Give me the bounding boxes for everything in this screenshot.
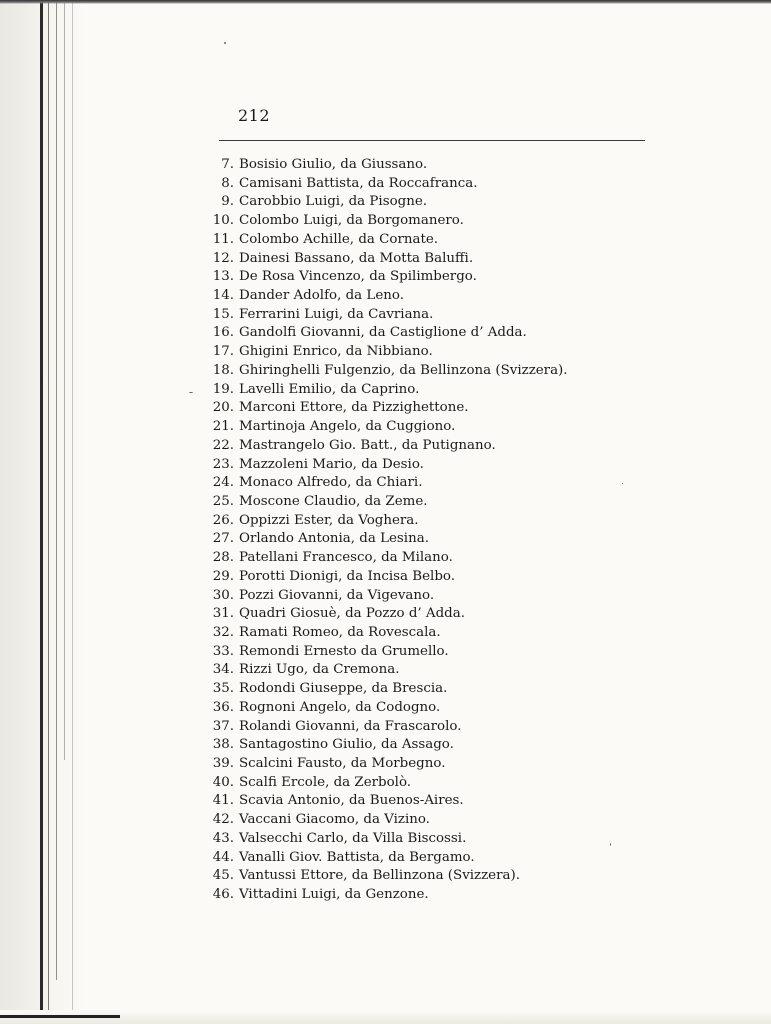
entry-number: 14. — [212, 288, 234, 304]
binding-shadow-stroke — [0, 1015, 120, 1018]
name-list — [190, 156, 568, 905]
entry-number: 26. — [212, 512, 234, 528]
entry-text: Orlando Antonia, da Lesina. — [239, 531, 429, 547]
list-item — [190, 418, 568, 437]
entry-text: Lavelli Emilio, da Caprino. — [239, 381, 420, 397]
list-item — [190, 175, 568, 194]
entry-text: De Rosa Vincenzo, da Spilimbergo. — [239, 269, 477, 285]
list-item — [190, 699, 568, 718]
list-item — [190, 792, 568, 811]
entry-text: Marconi Ettore, da Pizzighettone. — [239, 400, 469, 416]
entry-number: 39. — [212, 756, 234, 771]
entry-number: 7. — [221, 157, 234, 172]
entry-text: Monaco Alfredo, da Chiari. — [239, 475, 423, 491]
list-item — [190, 156, 568, 175]
dust-speck — [622, 483, 623, 484]
page-number: 212 — [238, 106, 271, 125]
entry-text: Rizzi Ugo, da Cremona. — [239, 662, 400, 678]
entry-number: 31. — [212, 606, 234, 622]
entry-number: 30. — [212, 587, 234, 603]
entry-number: 22. — [212, 437, 234, 453]
list-item — [190, 568, 568, 587]
list-item — [190, 212, 568, 231]
list-item — [190, 324, 568, 343]
entry-text: Mastrangelo Gio. Batt., da Putignano. — [239, 437, 496, 453]
entry-text: Rognoni Angelo, da Codogno. — [239, 699, 441, 715]
entry-text: Rolandi Giovanni, da Frascarolo. — [239, 718, 462, 734]
entry-number: 43. — [212, 830, 234, 846]
entry-text: Santagostino Giulio, da Assago. — [239, 737, 454, 753]
list-item — [190, 680, 568, 699]
list-item — [190, 231, 568, 250]
entry-text: Martinoja Angelo, da Cuggiono. — [239, 419, 456, 435]
entry-number: 24. — [212, 475, 234, 491]
list-item — [190, 605, 568, 624]
entry-number: 27. — [212, 531, 234, 547]
list-item — [190, 718, 568, 737]
list-item — [190, 493, 568, 512]
entry-text: Dander Adolfo, da Leno. — [239, 288, 404, 304]
entry-number: 46. — [212, 887, 234, 903]
entry-text: Colombo Achille, da Cornate. — [239, 231, 439, 247]
entry-text: Moscone Claudio, da Zeme. — [239, 493, 428, 509]
entry-text: Bosisio Giulio, da Giussano. — [239, 157, 428, 172]
list-item — [190, 456, 568, 475]
entry-number: 13. — [212, 269, 234, 285]
list-item — [190, 268, 568, 287]
entry-text: Scalcini Fausto, da Morbegno. — [239, 756, 446, 771]
entry-text: Porotti Dionigi, da Incisa Belbo. — [239, 568, 455, 584]
entry-number: 45. — [212, 868, 234, 884]
entry-number: 29. — [212, 568, 234, 584]
entry-text: Valsecchi Carlo, da Villa Biscossi. — [239, 830, 467, 846]
entry-number: 12. — [212, 250, 234, 266]
entry-text: Ghigini Enrico, da Nibbiano. — [239, 344, 433, 360]
list-item — [190, 474, 568, 493]
entry-text: Ghiringhelli Fulgenzio, da Bellinzona (Svizzera). — [239, 362, 568, 378]
entry-number: 9. — [221, 194, 234, 210]
list-item — [190, 830, 568, 849]
list-item — [190, 362, 568, 381]
entry-number: 20. — [212, 400, 234, 416]
list-item — [190, 587, 568, 606]
entry-text: Gandolfi Giovanni, da Castiglione d’ Adda. — [239, 325, 527, 341]
entry-number: 15. — [212, 306, 234, 322]
entry-text: Camisani Battista, da Roccafranca. — [239, 175, 478, 191]
entry-number: 42. — [212, 812, 234, 828]
entry-number: 35. — [212, 681, 234, 697]
entry-number: 8. — [221, 175, 234, 191]
entry-number: 16. — [212, 325, 234, 341]
list-item — [190, 624, 568, 643]
entry-text: Vantussi Ettore, da Bellinzona (Svizzera). — [239, 868, 520, 884]
entry-number: 11. — [212, 231, 234, 247]
entry-number: 23. — [212, 456, 234, 472]
entry-text: Vanalli Giov. Battista, da Bergamo. — [239, 849, 475, 865]
list-item — [190, 774, 568, 793]
list-item — [190, 437, 568, 456]
entry-text: Remondi Ernesto da Grumello. — [239, 643, 449, 659]
entry-number: 41. — [212, 793, 234, 809]
entry-text: Quadri Giosuè, da Pozzo d’ Adda. — [239, 606, 465, 622]
header-rule — [219, 140, 645, 141]
entry-number: 25. — [212, 493, 234, 509]
entry-number: 40. — [212, 774, 234, 790]
list-item — [190, 399, 568, 418]
page-top-edge — [0, 0, 771, 4]
list-item — [190, 811, 568, 830]
entry-number: 28. — [212, 550, 234, 566]
entry-number: 18. — [212, 362, 234, 378]
entry-text: Vittadini Luigi, da Genzone. — [239, 887, 429, 903]
list-item — [190, 512, 568, 531]
list-item — [190, 343, 568, 362]
entry-text: Oppizzi Ester, da Voghera. — [239, 512, 419, 528]
book-binding-edge — [0, 0, 86, 1024]
entry-text: Ferrarini Luigi, da Cavriana. — [239, 306, 434, 322]
entry-text: Pozzi Giovanni, da Vigevano. — [239, 587, 435, 603]
list-item — [190, 886, 568, 905]
list-item — [190, 736, 568, 755]
entry-text: Scalfi Ercole, da Zerbolò. — [239, 774, 412, 790]
entry-number: 36. — [212, 699, 234, 715]
list-item — [190, 867, 568, 886]
entry-text: Mazzoleni Mario, da Desio. — [239, 456, 424, 472]
entry-text: Ramati Romeo, da Rovescala. — [239, 624, 441, 640]
entry-number: 37. — [212, 718, 234, 734]
entry-text: Scavia Antonio, da Buenos-Aires. — [239, 793, 464, 809]
entry-number: 44. — [212, 849, 234, 865]
list-item — [190, 549, 568, 568]
entry-number: 21. — [212, 419, 234, 435]
entry-text: Patellani Francesco, da Milano. — [239, 550, 453, 566]
entry-text: Rodondi Giuseppe, da Brescia. — [239, 681, 448, 697]
entry-number: 38. — [212, 737, 234, 753]
entry-number: 19. — [212, 381, 234, 397]
list-item — [190, 530, 568, 549]
list-item — [190, 381, 568, 400]
list-item — [190, 193, 568, 212]
entry-number: 33. — [212, 643, 234, 659]
list-item — [190, 250, 568, 269]
entry-text: Carobbio Luigi, da Pisogne. — [239, 194, 428, 210]
list-item — [190, 306, 568, 325]
dust-speck — [224, 42, 226, 44]
dust-speck — [610, 843, 611, 846]
entry-text: Vaccani Giacomo, da Vizino. — [239, 812, 430, 828]
entry-text: Dainesi Bassano, da Motta Baluffi. — [239, 250, 474, 266]
entry-number: 10. — [212, 213, 234, 229]
entry-number: 32. — [212, 624, 234, 640]
list-item — [190, 755, 568, 774]
list-item — [190, 287, 568, 306]
entry-number: 34. — [212, 662, 234, 678]
list-item — [190, 849, 568, 868]
list-item — [190, 661, 568, 680]
list-item — [190, 643, 568, 662]
entry-text: Colombo Luigi, da Borgomanero. — [239, 213, 464, 229]
entry-number: 17. — [212, 344, 234, 360]
